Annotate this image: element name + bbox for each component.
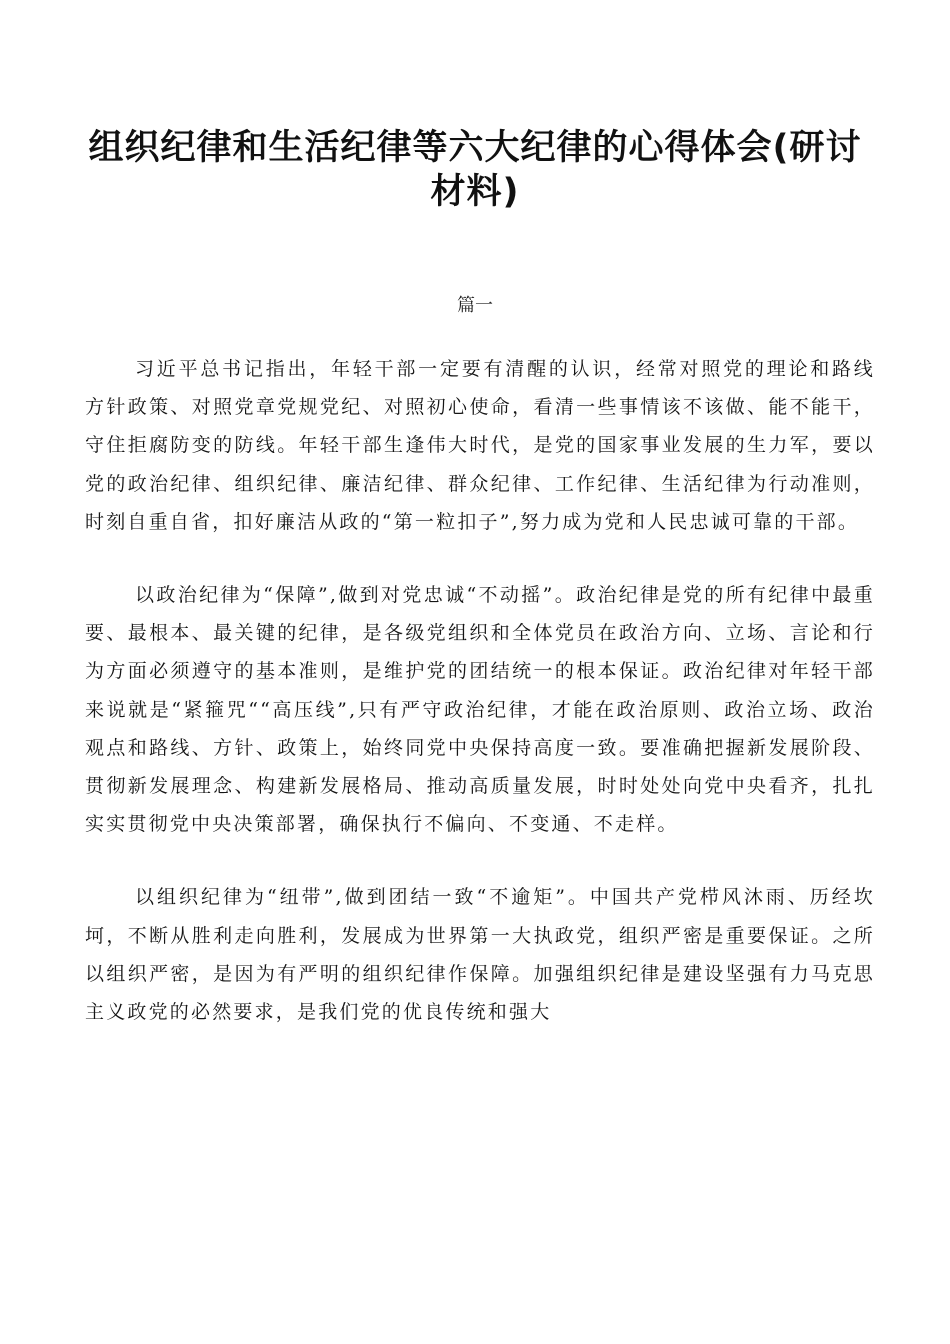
paragraph-3: 以组织纪律为“纽带”,做到团结一致“不逾矩”。中国共产党栉风沐雨、历经坎坷，不断从胜利走向胜利，发展成为世界第一大执政党，组织严密是重要保证。之所以组织严密，是因为有严明的组织纪律作保障。加强组织纪律是建设坚强有力马克思主义政党的必然要求，是我们党的优良传统和强大 xyxy=(85,886,875,1024)
section-heading: 篇一 xyxy=(457,295,493,316)
document-title: 组织纪律和生活纪律等六大纪律的心得体会(研讨材料) xyxy=(88,128,862,212)
paragraph-1: 习近平总书记指出，年轻干部一定要有清醒的认识，经常对照党的理论和路线方针政策、对照党章党规党纪、对照初心使命，看清一些事情该不该做、能不能干，守住拒腐防变的防线。年轻干部生逢伟大时代，是党的国家事业发展的生力军，要以党的政治纪律、组织纪律、廉洁纪律、群众纪律、工作纪律、生活纪律为行动准则，时刻自重自省，扣好廉洁从政的“第一粒扣子”,努力成为党和人民忠诚可靠的干部。 xyxy=(85,358,875,533)
document-body xyxy=(85,350,875,1066)
paragraph-2: 以政治纪律为“保障”,做到对党忠诚“不动摇”。政治纪律是党的所有纪律中最重要、最根本、最关键的纪律，是各级党组织和全体党员在政治方向、立场、言论和行为方面必须遵守的基本准则，是维护党的团结统一的根本保证。政治纪律对年轻干部来说就是“紧箍咒““高压线”,只有严守政治纪律，才能在政治原则、政治立场、政治观点和路线、方针、政策上，始终同党中央保持高度一致。要准确把握新发展阶段、贯彻新发展理念、构建新发展格局、推动高质量发展，时时处处向党中央看齐，扎扎实实贯彻党中央决策部署，确保执行不偏向、不变通、不走样。 xyxy=(85,584,875,836)
